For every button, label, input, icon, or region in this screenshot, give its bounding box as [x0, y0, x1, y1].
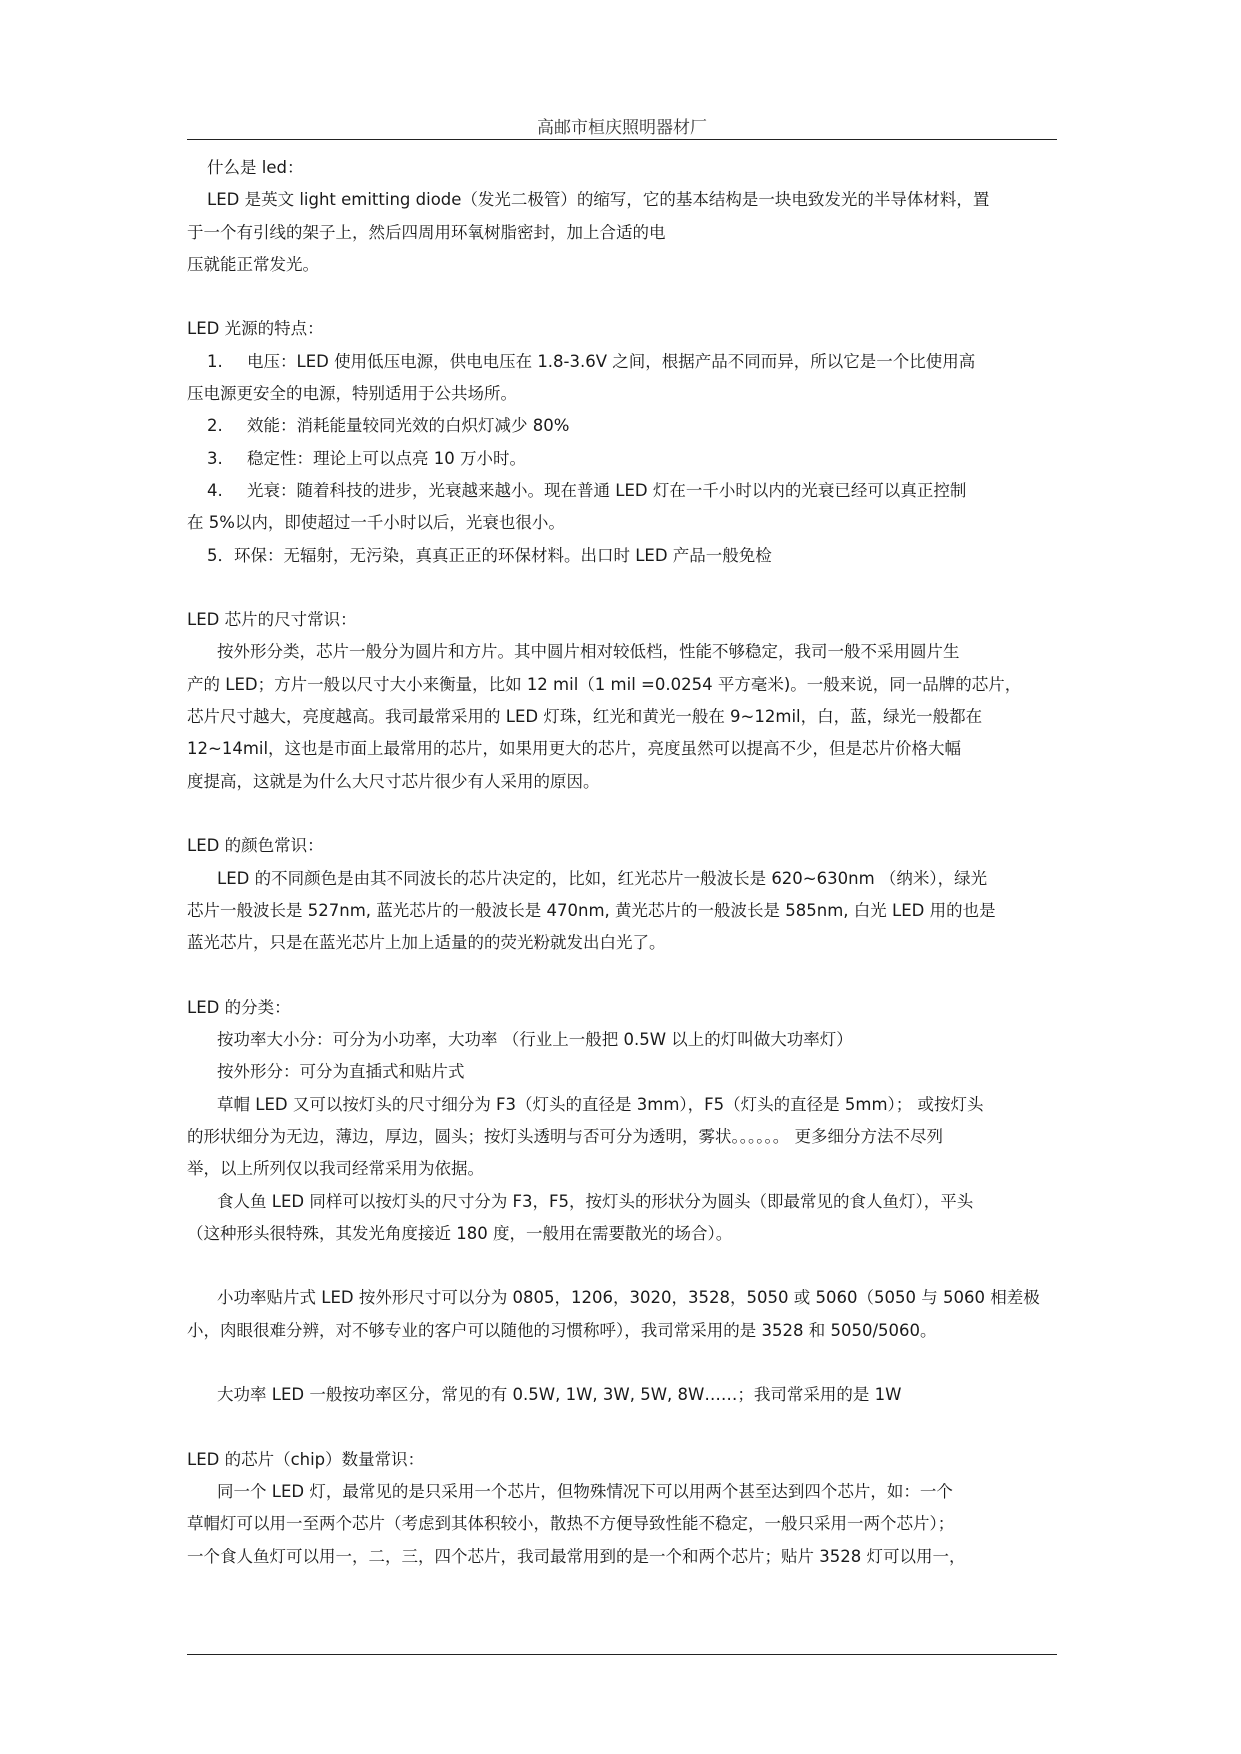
paragraph-line: 草帽 LED 又可以按灯头的尺寸细分为 F3（灯头的直径是 3mm），F5（灯头的直径是 5mm）； 或按灯头: [217, 1094, 984, 1114]
paragraph-line: 压电源更安全的电源，特别适用于公共场所。: [187, 384, 517, 404]
paragraph-line: 产的 LED；方片一般以尺寸大小来衡量，比如 12 mil（1 mil =0.0254 平方毫米)。一般来说，同一品牌的芯片，: [187, 674, 1022, 694]
blank-line: [187, 572, 1057, 604]
paragraph-line: 草帽灯可以用一至两个芯片（考虑到其体积较小，散热不方便导致性能不稳定，一般只采用一两个芯片）；: [187, 1514, 955, 1534]
list-number: 3.: [207, 448, 223, 468]
heading-chip-count: LED 的芯片（chip）数量常识：: [187, 1449, 425, 1469]
paragraph-line: （这种形头很特殊，其发光角度接近 180 度，一般用在需要散光的场合）。: [187, 1223, 733, 1243]
paragraph-line: 食人鱼 LED 同样可以按灯头的尺寸分为 F3，F5，按灯头的形状分为圆头（即最常见的食人鱼灯），平头: [217, 1191, 974, 1211]
list-number: 2.: [207, 416, 223, 436]
paragraph-line: 12~14mil，这也是市面上最常用的芯片，如果用更大的芯片，亮度虽然可以提高不少，但是芯片价格大幅: [187, 739, 962, 759]
blank-line: [187, 281, 1057, 313]
blank-line: [187, 1347, 1057, 1379]
document-body: [187, 152, 1057, 1573]
paragraph-line: 举，以上所列仅以我司经常采用为依据。: [187, 1159, 484, 1179]
list-number: 1.: [207, 351, 223, 371]
blank-line: [187, 1412, 1057, 1444]
list-item: 5．环保：无辐射，无污染，真真正正的环保材料。出口时 LED 产品一般免检: [207, 545, 772, 565]
paragraph-line: 压就能正常发光。: [187, 254, 319, 274]
heading-classification: LED 的分类：: [187, 997, 291, 1017]
paragraph-line: 小，肉眼很难分辨，对不够专业的客户可以随他的习惯称呼），我司常采用的是 3528 和 5050/5060。: [187, 1320, 937, 1340]
paragraph-line: 同一个 LED 灯，最常见的是只采用一个芯片，但物殊情况下可以用两个甚至达到四个芯片，如：一个: [217, 1482, 953, 1502]
list-text: 效能：消耗能量较同光效的白炽灯减少 80%: [247, 416, 570, 436]
list-text: 电压：LED 使用低压电源，供电电压在 1.8-3.6V 之间，根据产品不同而异，所以它是一个比使用高: [247, 351, 976, 371]
paragraph-line: 度提高，这就是为什么大尺寸芯片很少有人采用的原因。: [187, 771, 600, 791]
paragraph-line: 按外形分：可分为直插式和贴片式: [217, 1062, 465, 1082]
list-item: [187, 410, 1057, 442]
paragraph-line: 一个食人鱼灯可以用一，二，三，四个芯片，我司最常用到的是一个和两个芯片；贴片 3528 灯可以用一，: [187, 1546, 966, 1566]
paragraph-line: 大功率 LED 一般按功率区分，常见的有 0.5W, 1W, 3W, 5W, 8W……；我司常采用的是 1W: [217, 1385, 902, 1405]
paragraph-line: LED 的不同颜色是由其不同波长的芯片决定的，比如，红光芯片一般波长是 620~630nm （纳米），绿光: [217, 868, 988, 888]
list-item: [187, 475, 1057, 507]
list-number: 4.: [207, 480, 223, 500]
paragraph-line: 按功率大小分：可分为小功率，大功率 （行业上一般把 0.5W 以上的灯叫做大功率灯）: [217, 1030, 853, 1050]
list-item: [187, 346, 1057, 378]
footer-divider: [187, 1654, 1057, 1655]
blank-line: [187, 959, 1057, 991]
heading-chip-size: LED 芯片的尺寸常识：: [187, 610, 357, 630]
paragraph-line: 小功率贴片式 LED 按外形尺寸可以分为 0805，1206，3020，3528，5050 或 5060（5050 与 5060 相差极: [217, 1288, 1040, 1308]
paragraph-line: 于一个有引线的架子上，然后四周用环氧树脂密封，加上合适的电: [187, 222, 666, 242]
list-text: 光衰：随着科技的进步，光衰越来越小。现在普通 LED 灯在一千小时以内的光衰已经可以真正控制: [247, 480, 967, 500]
list-text: 稳定性：理论上可以点亮 10 万小时。: [247, 448, 526, 468]
paragraph-line: 的形状细分为无边，薄边，厚边，圆头；按灯头透明与否可分为透明，雾状。。。。。。 更多细分方法不尽列: [187, 1126, 943, 1146]
paragraph-line: 按外形分类，芯片一般分为圆片和方片。其中圆片相对较低档，性能不够稳定，我司一般不采用圆片生: [217, 642, 960, 662]
blank-line: [187, 1250, 1057, 1282]
page-header-title: 高邮市桓庆照明器材厂: [537, 118, 707, 138]
list-item: [187, 443, 1057, 475]
paragraph-line: 在 5%以内，即使超过一千小时以后，光衰也很小。: [187, 513, 565, 533]
header-divider: [187, 139, 1057, 140]
heading-color: LED 的颜色常识：: [187, 836, 324, 856]
paragraph-line: 芯片一般波长是 527nm, 蓝光芯片的一般波长是 470nm, 黄光芯片的一般波长是 585nm, 白光 LED 用的也是: [187, 900, 996, 920]
heading-light-source-features: LED 光源的特点：: [187, 319, 324, 339]
heading-what-is-led: 什么是 led：: [207, 158, 304, 177]
blank-line: [187, 798, 1057, 830]
paragraph-line: 芯片尺寸越大，亮度越高。我司最常采用的 LED 灯珠，红光和黄光一般在 9~12mil，白，蓝，绿光一般都在: [187, 707, 983, 727]
paragraph-line: LED 是英文 light emitting diode（发光二极管）的缩写，它的基本结构是一块电致发光的半导体材料，置: [207, 190, 990, 210]
paragraph-line: 蓝光芯片，只是在蓝光芯片上加上适量的的荧光粉就发出白光了。: [187, 933, 666, 953]
